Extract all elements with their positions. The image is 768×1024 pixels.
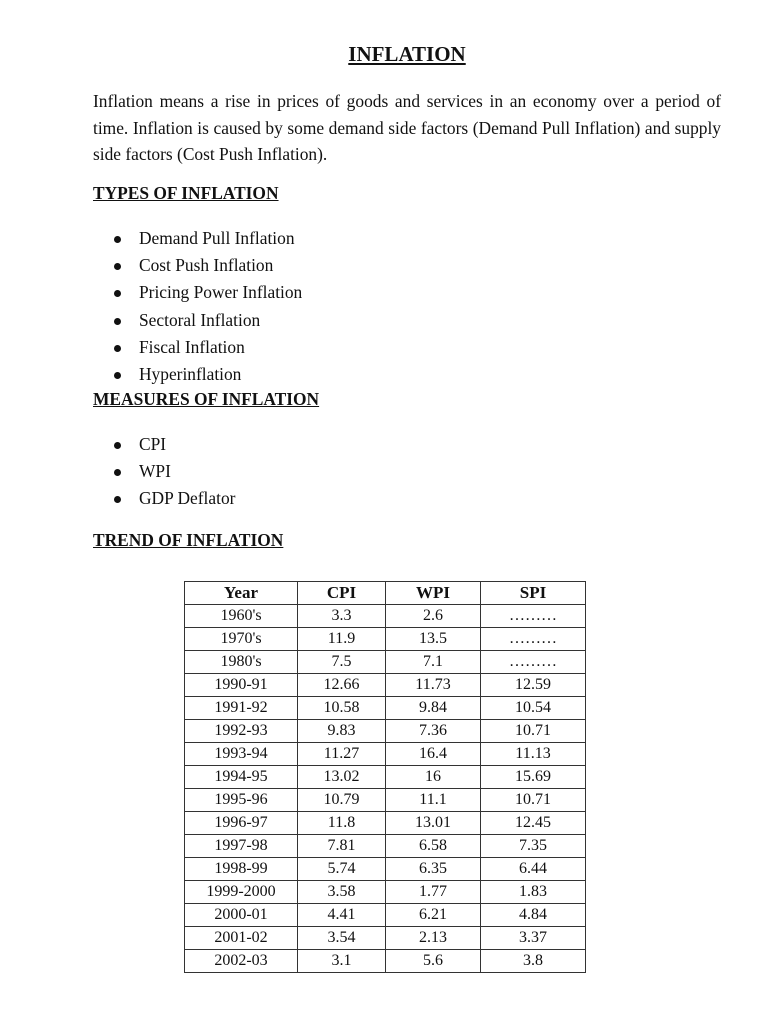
- wpi-cell: 7.36: [386, 720, 481, 743]
- wpi-cell: 7.1: [386, 651, 481, 674]
- list-item-label: Demand Pull Inflation: [139, 228, 295, 248]
- column-header-wpi: WPI: [386, 582, 481, 605]
- cpi-cell: 7.5: [298, 651, 386, 674]
- table-row: [185, 927, 586, 950]
- types-list: [114, 225, 302, 388]
- spi-cell: 10.71: [481, 720, 586, 743]
- cpi-cell: 7.81: [298, 835, 386, 858]
- wpi-cell: 6.21: [386, 904, 481, 927]
- table-row: [185, 904, 586, 927]
- bullet-icon: [114, 442, 121, 449]
- list-item-label: Fiscal Inflation: [139, 336, 245, 357]
- bullet-icon: [114, 496, 121, 503]
- cpi-cell: 5.74: [298, 858, 386, 881]
- table-row: [185, 720, 586, 743]
- column-header-year: Year: [185, 582, 298, 605]
- list-item: [114, 307, 302, 334]
- spi-cell: 4.84: [481, 904, 586, 927]
- cpi-cell: 11.9: [298, 628, 386, 651]
- wpi-cell: 5.6: [386, 950, 481, 973]
- cpi-cell: 9.83: [298, 720, 386, 743]
- trend-table: [184, 581, 586, 973]
- list-item-label: WPI: [139, 461, 171, 482]
- table-row: [185, 674, 586, 697]
- bullet-icon: [114, 236, 121, 243]
- wpi-cell: 16.4: [386, 743, 481, 766]
- table-row: [185, 766, 586, 789]
- year-cell: 1997-98: [185, 835, 298, 858]
- column-header-cpi: CPI: [298, 582, 386, 605]
- wpi-cell: 11.1: [386, 789, 481, 812]
- list-item: [114, 225, 302, 252]
- spi-cell: 1.83: [481, 881, 586, 904]
- spi-cell: 10.71: [481, 789, 586, 812]
- cpi-cell: 12.66: [298, 674, 386, 697]
- wpi-cell: 6.35: [386, 858, 481, 881]
- cpi-cell: 11.27: [298, 743, 386, 766]
- wpi-cell: 16: [386, 766, 481, 789]
- year-cell: 1994-95: [185, 766, 298, 789]
- measures-heading: MEASURES OF INFLATION: [93, 389, 320, 409]
- list-item-label: Cost Push Inflation: [139, 255, 274, 276]
- bullet-icon: [114, 263, 121, 270]
- table-row: [185, 651, 586, 674]
- list-item: [114, 431, 235, 458]
- table-body: [185, 605, 586, 973]
- spi-cell: 11.13: [481, 743, 586, 766]
- list-item: [114, 334, 302, 361]
- wpi-cell: 1.77: [386, 881, 481, 904]
- year-cell: 1999-2000: [185, 881, 298, 904]
- year-cell: 1996-97: [185, 812, 298, 835]
- bullet-icon: [114, 290, 121, 297]
- trend-heading: TREND OF INFLATION: [93, 530, 284, 550]
- table-row: [185, 950, 586, 973]
- year-cell: 1995-96: [185, 789, 298, 812]
- bullet-icon: [114, 372, 121, 379]
- year-cell: 1980's: [185, 651, 298, 674]
- list-item-label: Hyperinflation: [139, 363, 242, 384]
- cpi-cell: 3.3: [298, 605, 386, 628]
- spi-cell: ………: [481, 651, 586, 674]
- cpi-cell: 10.58: [298, 697, 386, 720]
- cpi-cell: 13.02: [298, 766, 386, 789]
- cpi-cell: 4.41: [298, 904, 386, 927]
- table-row: [185, 743, 586, 766]
- cpi-cell: 10.79: [298, 789, 386, 812]
- year-cell: 1960's: [185, 605, 298, 628]
- measures-list: [114, 431, 235, 513]
- spi-cell: 15.69: [481, 766, 586, 789]
- spi-cell: 3.8: [481, 950, 586, 973]
- spi-cell: 7.35: [481, 835, 586, 858]
- list-item-label: CPI: [139, 434, 167, 454]
- year-cell: 2000-01: [185, 904, 298, 927]
- list-item: [114, 458, 235, 485]
- list-item-label: Sectoral Inflation: [139, 309, 261, 330]
- wpi-cell: 9.84: [386, 697, 481, 720]
- year-cell: 1992-93: [185, 720, 298, 743]
- spi-cell: 10.54: [481, 697, 586, 720]
- spi-cell: 12.59: [481, 674, 586, 697]
- table-row: [185, 835, 586, 858]
- year-cell: 2002-03: [185, 950, 298, 973]
- wpi-cell: 2.6: [386, 605, 481, 628]
- year-cell: 1970's: [185, 628, 298, 651]
- wpi-cell: 2.13: [386, 927, 481, 950]
- table-header-row: [185, 582, 586, 605]
- list-item: [114, 252, 302, 279]
- column-header-spi: SPI: [481, 582, 586, 605]
- intro-paragraph: Inflation means a rise in prices of goods and services in an economy over a period of time. Inflation is caused by some demand side factors (Demand Pull Inflation) and supply side factors (Cost Push Inflation).: [93, 91, 721, 164]
- table-row: [185, 881, 586, 904]
- wpi-cell: 6.58: [386, 835, 481, 858]
- spi-cell: 12.45: [481, 812, 586, 835]
- wpi-cell: 11.73: [386, 674, 481, 697]
- spi-cell: 3.37: [481, 927, 586, 950]
- cpi-cell: 3.54: [298, 927, 386, 950]
- year-cell: 1998-99: [185, 858, 298, 881]
- bullet-icon: [114, 345, 121, 352]
- year-cell: 2001-02: [185, 927, 298, 950]
- cpi-cell: 11.8: [298, 812, 386, 835]
- table-row: [185, 858, 586, 881]
- spi-cell: ………: [481, 628, 586, 651]
- year-cell: 1990-91: [185, 674, 298, 697]
- list-item: [114, 279, 302, 306]
- year-cell: 1993-94: [185, 743, 298, 766]
- table-row: [185, 789, 586, 812]
- spi-cell: ………: [481, 605, 586, 628]
- list-item: [114, 361, 302, 388]
- year-cell: 1991-92: [185, 697, 298, 720]
- table-row: [185, 628, 586, 651]
- bullet-icon: [114, 318, 121, 325]
- list-item: [114, 485, 235, 512]
- bullet-icon: [114, 469, 121, 476]
- wpi-cell: 13.5: [386, 628, 481, 651]
- table-row: [185, 605, 586, 628]
- table-row: [185, 812, 586, 835]
- types-heading: TYPES OF INFLATION: [93, 183, 279, 203]
- list-item-label: GDP Deflator: [139, 488, 236, 509]
- list-item-label: Pricing Power Inflation: [139, 282, 303, 303]
- page-title: INFLATION: [348, 42, 466, 66]
- cpi-cell: 3.58: [298, 881, 386, 904]
- table-row: [185, 697, 586, 720]
- spi-cell: 6.44: [481, 858, 586, 881]
- cpi-cell: 3.1: [298, 950, 386, 973]
- wpi-cell: 13.01: [386, 812, 481, 835]
